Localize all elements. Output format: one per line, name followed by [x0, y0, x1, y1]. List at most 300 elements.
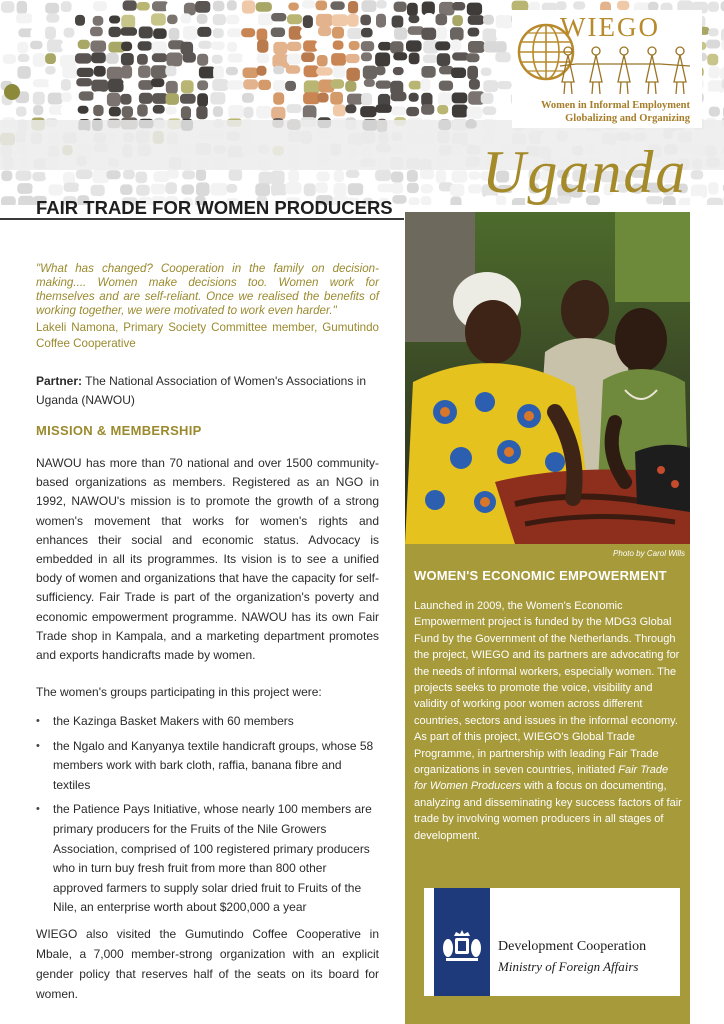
mosaic-tile: [151, 184, 166, 195]
mosaic-tile: [453, 80, 467, 89]
mosaic-tile: [333, 66, 346, 78]
mosaic-tile: [47, 40, 63, 53]
mosaic-tile: [212, 169, 226, 177]
mosaic-tile: [211, 183, 228, 196]
mosaic-tile: [79, 91, 94, 100]
dutch-emblem-bar: [434, 888, 490, 996]
mosaic-tile: [409, 81, 422, 90]
mosaic-tile: [452, 105, 468, 118]
mosaic-tile: [4, 26, 20, 36]
mosaic-tile: [167, 15, 177, 25]
mosaic-tile: [137, 54, 148, 65]
mosaic-tile: [61, 79, 71, 91]
mosaic-tile: [394, 2, 407, 12]
mosaic-tile: [708, 28, 719, 36]
mosaic-tile: [317, 55, 328, 67]
mosaic-tile: [318, 26, 331, 36]
mosaic-tile: [259, 94, 275, 106]
mosaic-tile: [17, 183, 33, 194]
mosaic-tile: [286, 104, 301, 113]
mosaic-tile: [213, 28, 224, 38]
mosaic-tile: [61, 42, 72, 50]
mosaic-tile: [107, 93, 121, 107]
women-weaving-photo: [405, 212, 690, 544]
mosaic-tile: [77, 68, 94, 77]
mosaic-tile: [436, 170, 446, 184]
mosaic-tile: [469, 79, 480, 90]
mosaic-tile: [181, 185, 194, 195]
mosaic-tile: [228, 105, 244, 118]
mosaic-tile: [138, 41, 152, 50]
mosaic-tile: [361, 52, 372, 61]
mosaic-tile: [181, 13, 192, 23]
mosaic-tile: [391, 172, 403, 183]
mosaic-tile: [151, 13, 166, 25]
sponsor-line2: Ministry of Foreign Affairs: [498, 959, 639, 974]
mosaic-tile: [421, 196, 432, 205]
women-figures-icon: [558, 44, 694, 96]
mosaic-tile: [452, 93, 468, 104]
mosaic-tile: [197, 27, 211, 37]
mosaic-tile: [212, 79, 228, 91]
mosaic-tile: [391, 92, 407, 102]
mosaic-tile: [360, 15, 371, 26]
mosaic-tile: [228, 53, 244, 62]
mosaic-tile: [271, 171, 285, 185]
mosaic-tile: [121, 65, 132, 78]
mosaic-tile: [690, 196, 704, 205]
mosaic-tile: [330, 92, 343, 105]
mosaic-tile: [317, 93, 328, 103]
mosaic-tile: [331, 53, 346, 66]
sponsor-logo: [424, 888, 680, 996]
mosaic-tile: [169, 28, 180, 40]
mosaic-tile: [152, 53, 168, 62]
mosaic-tile: [348, 1, 358, 14]
mosaic-tile: [1, 1, 14, 12]
mosaic-tile: [122, 106, 133, 117]
mosaic-tile: [78, 40, 90, 49]
mosaic-tile: [17, 42, 28, 54]
mosaic-tile: [287, 14, 302, 24]
mosaic-tile: [153, 28, 167, 39]
mosaic-tile: [75, 15, 85, 26]
mosaic-tile: [497, 105, 508, 115]
mosaic-tile: [617, 1, 629, 10]
testimonial-quote: "What has changed? Cooperation in the family on decision-making.... Women make decisions too. Women work for themselves and are self-reliant. Once we realised the benefits of working together, we were motivated to work even harder.": [36, 262, 379, 318]
mosaic-tile: [468, 41, 485, 53]
mosaic-tile: [33, 53, 46, 67]
mosaic-tile: [3, 41, 19, 55]
mosaic-tile: [109, 107, 121, 117]
mosaic-tile: [227, 28, 242, 37]
mosaic-tile: [273, 42, 287, 55]
mosaic-tile: [707, 198, 723, 205]
mosaic-tile: [61, 1, 72, 12]
mosaic-tile: [61, 92, 71, 102]
mosaic-tile: [91, 185, 105, 196]
mosaic-tile: [109, 27, 122, 37]
mosaic-tile: [256, 106, 272, 119]
mosaic-tile: [450, 184, 464, 197]
mosaic-tile: [450, 27, 464, 40]
mosaic-tile: [421, 104, 434, 115]
mosaic-tile: [91, 52, 106, 63]
mosaic-tile: [167, 53, 183, 67]
photo-credit: Photo by Carol Wills: [613, 549, 685, 558]
mosaic-tile: [93, 105, 103, 116]
mosaic-tile: [90, 27, 103, 37]
mosaic-tile: [452, 2, 465, 11]
mosaic-tile: [151, 65, 168, 78]
mosaic-tile: [64, 28, 75, 38]
mosaic-tile: [420, 169, 434, 179]
mosaic-tile: [0, 66, 16, 78]
mosaic-tile: [289, 26, 302, 40]
mosaic-tile: [151, 78, 165, 87]
mosaic-tile: [349, 41, 360, 50]
mosaic-tile: [421, 28, 436, 40]
mosaic-tile: [273, 66, 284, 75]
mosaic-tile: [242, 170, 253, 183]
mosaic-tile: [391, 106, 406, 115]
photo-illustration: [405, 212, 690, 544]
mosaic-tile: [334, 170, 344, 182]
mosaic-tile: [407, 183, 419, 193]
mosaic-tile: [258, 80, 271, 90]
mosaic-tile: [242, 0, 255, 13]
mosaic-tile: [421, 184, 433, 193]
mosaic-tile: [708, 80, 724, 93]
mosaic-tile: [438, 92, 453, 106]
mosaic-tile: [90, 41, 106, 52]
mosaic-tile: [706, 40, 720, 49]
mosaic-tile: [1, 196, 16, 205]
mosaic-tile: [45, 27, 56, 40]
mosaic-tile: [106, 53, 119, 64]
mosaic-tile: [495, 52, 511, 62]
mosaic-tile: [229, 169, 243, 181]
mosaic-tile: [93, 16, 104, 26]
mosaic-tile: [166, 170, 179, 179]
mosaic-tile: [18, 54, 30, 62]
mosaic-tile: [467, 3, 482, 16]
mosaic-tile: [467, 107, 483, 119]
mosaic-tile: [210, 92, 225, 104]
mosaic-tile: [199, 67, 216, 79]
mosaic-tile: [123, 80, 137, 88]
mosaic-tile: [17, 66, 30, 79]
mosaic-tile: [361, 93, 372, 106]
mosaic-tile: [244, 107, 254, 118]
mosaic-tile: [333, 41, 344, 50]
mosaic-tile: [32, 185, 45, 197]
mosaic-tile: [393, 67, 404, 75]
mosaic-tile: [166, 106, 177, 114]
mosaic-accent-dot: [4, 84, 20, 100]
mosaic-tile: [390, 41, 403, 53]
mosaic-tile: [285, 182, 301, 194]
mosaic-tile: [182, 68, 195, 82]
mosaic-tile: [227, 42, 237, 52]
mosaic-tile: [181, 106, 191, 119]
mosaic-tile: [213, 1, 225, 11]
quote-attribution: Lakeli Namona, Primary Society Committee member, Gumutindo Coffee Cooperative: [36, 321, 379, 350]
mosaic-tile: [709, 107, 720, 117]
mosaic-tile: [379, 27, 389, 36]
empowerment-body-text: Launched in 2009, the Women's Economic Empowerment project is funded by the MDG3 Global Fund by the Government of the Netherlands. Through the project, WIEGO and its partners are advocating for the needs of informal workers, especially women. The projects seeks to promote the voice, visibility and validity of working poor women across different countries, sectors and issues in the informal economy. As part of this project, WIEGO's Global Trade Programme, in partnership with leading Fair Trade organizations in seven countries, initiated: [414, 600, 680, 777]
mosaic-tile: [105, 185, 121, 198]
mosaic-tile: [392, 16, 404, 28]
list-item: • the Ngalo and Kanyanya textile handicraft groups, whose 58 members work with bark cloth, raffia, banana fibre and textiles: [36, 737, 379, 796]
mosaic-tile: [213, 66, 224, 80]
mosaic-tile: [468, 15, 485, 25]
mosaic-tile: [137, 104, 148, 116]
mosaic-tile: [316, 14, 333, 27]
mosaic-tile: [197, 93, 208, 107]
mosaic-tile: [315, 42, 326, 51]
mosaic-tile: [198, 41, 211, 49]
mosaic-tile: [377, 184, 393, 193]
mosaic-tile: [376, 14, 386, 28]
mosaic-tile: [409, 93, 419, 102]
mosaic-tile: [288, 170, 299, 183]
mosaic-tile: [33, 105, 43, 115]
mosaic-tile: [121, 53, 134, 65]
partner-text: The National Association of Women's Associations in Uganda (NAWOU): [36, 374, 367, 407]
mosaic-tile: [480, 54, 492, 65]
logo-tagline-line2: Globalizing and Organizing: [565, 113, 690, 124]
mosaic-tile: [76, 26, 91, 36]
mosaic-tile: [451, 68, 466, 79]
mosaic-tile: [180, 94, 196, 104]
empowerment-heading: WOMEN'S ECONOMIC EMPOWERMENT: [414, 568, 667, 583]
mosaic-tile: [332, 14, 348, 26]
mosaic-tile: [108, 79, 124, 93]
mosaic-tile: [376, 81, 392, 89]
mosaic-tile: [197, 54, 208, 66]
mosaic-tile: [64, 183, 80, 192]
mosaic-tile: [439, 2, 455, 16]
mosaic-tile: [46, 14, 59, 23]
mosaic-tile: [16, 170, 32, 180]
mosaic-tile: [496, 15, 513, 28]
mosaic-tile: [45, 3, 59, 14]
mosaic-tile: [315, 182, 328, 193]
mosaic-tile: [93, 1, 107, 11]
mosaic-tile: [136, 172, 148, 184]
mosaic-tile: [360, 106, 376, 117]
mosaic-tile: [271, 28, 285, 38]
mosaic-tile: [285, 81, 296, 91]
mosaic-tile: [691, 170, 704, 179]
mosaic-tile: [407, 3, 418, 16]
title-underline: [0, 218, 404, 220]
mosaic-tile: [17, 79, 28, 88]
mosaic-tile: [48, 93, 63, 105]
mosaic-tile: [229, 92, 239, 100]
mosaic-tile: [120, 27, 137, 36]
mosaic-tile: [166, 2, 179, 13]
mosaic-tile: [481, 68, 492, 76]
mosaic-tile: [452, 170, 468, 182]
mosaic-tile: [361, 0, 376, 12]
mosaic-tile: [212, 55, 223, 64]
mosaic-tile: [241, 40, 252, 49]
mosaic-tile: [497, 1, 512, 10]
mosaic-tile: [17, 1, 28, 14]
mosaic-tile: [120, 94, 131, 105]
mosaic-tile: [345, 54, 359, 63]
mosaic-tile: [393, 52, 407, 60]
mosaic-tile: [166, 93, 180, 105]
mosaic-tile: [166, 81, 178, 94]
mosaic-tile: [121, 15, 135, 28]
mosaic-tile: [271, 13, 286, 21]
mosaic-tile: [139, 27, 153, 39]
mosaic-tile: [467, 66, 478, 80]
mosaic-tile: [226, 15, 239, 24]
empowerment-body-end: with a focus on documenting, analyzing and disseminating key success factors of fair trade by involving women producers in all stages of development.: [414, 780, 682, 842]
mosaic-tile: [196, 169, 206, 181]
mosaic-tile: [706, 92, 722, 102]
mosaic-tile: [300, 171, 315, 182]
mosaic-tile: [257, 54, 270, 64]
mosaic-tile: [363, 184, 379, 198]
mission-body: NAWOU has more than 70 national and over 1500 community-based organizations as members. Registered as an NGO in 1992, NAWOU's mission is to promote the growth of a strong women's movement that works for women's rights and enhances their social and economic status. Advocacy is embedded in all its programmes. Its vision is to see a unified body of women and organizations that have the capacity for self-sufficiency. Fair Trade is part of the organization's poverty and economic empowerment programme. NAWOU has its own Fair Trade shop in Kampala, and a marketing department promotes and exports handicrafts made by women.: [36, 456, 379, 663]
mosaic-tile: [421, 66, 435, 78]
partner-statement: [36, 372, 379, 410]
mosaic-tile: [483, 29, 498, 43]
logo-tagline-line1: Women in Informal Employment: [540, 100, 690, 111]
mosaic-tile: [273, 80, 286, 92]
mosaic-tile: [409, 15, 420, 23]
mosaic-tile: [708, 182, 718, 195]
mosaic-tile: [62, 65, 77, 78]
mosaic-tile: [273, 1, 288, 14]
mosaic-tile: [227, 80, 244, 89]
mosaic-tile: [32, 172, 46, 181]
mosaic-tile: [469, 172, 481, 180]
mosaic-tile: [394, 27, 407, 39]
mosaic-tile: [241, 28, 255, 37]
mosaic-tile: [708, 2, 719, 12]
mosaic-tile: [33, 79, 50, 87]
mosaic-tile: [361, 41, 374, 51]
wiego-logo: [512, 10, 702, 128]
mosaic-tile: [495, 41, 506, 53]
mosaic-tile: [91, 80, 108, 92]
mosaic-tile: [257, 29, 268, 42]
mosaic-tile: [484, 2, 494, 12]
mosaic-tile: [241, 184, 253, 194]
mosaic-tile: [303, 15, 313, 28]
mosaic-tile: [213, 14, 226, 25]
mosaic-tile: [196, 106, 207, 119]
mosaic-tile: [78, 106, 89, 114]
mosaic-tile: [18, 196, 34, 205]
mosaic-tile: [481, 93, 494, 104]
mosaic-tile: [287, 42, 302, 51]
mosaic-tile: [45, 66, 56, 74]
mosaic-tile: [391, 183, 403, 194]
mosaic-tile: [32, 67, 48, 78]
mosaic-tile: [316, 1, 328, 11]
mosaic-tile: [334, 183, 347, 197]
mosaic-tile: [120, 184, 132, 195]
mosaic-tile: [364, 79, 375, 87]
mosaic-tile: [78, 183, 91, 192]
mosaic-tile: [497, 81, 511, 89]
mosaic-tile: [61, 105, 73, 115]
mosaic-tile: [226, 184, 237, 193]
mosaic-tile: [256, 2, 272, 12]
mosaic-tile: [556, 1, 567, 10]
mosaic-tile: [286, 65, 301, 74]
mosaic-tile: [304, 183, 316, 196]
mosaic-tile: [573, 1, 585, 9]
mosaic-tile: [436, 27, 447, 40]
mosaic-tile: [258, 13, 274, 25]
mosaic-tile: [497, 65, 508, 73]
mosaic-tile: [318, 105, 330, 117]
mosaic-tile: [467, 197, 477, 205]
mosaic-tile: [346, 68, 360, 81]
mosaic-tile: [30, 28, 43, 39]
mosaic-tile: [226, 67, 238, 75]
mosaic-tile: [45, 170, 59, 180]
mosaic-tile: [94, 66, 106, 77]
mosaic-tile: [709, 66, 720, 78]
mosaic-tile: [586, 1, 602, 10]
mosaic-tile: [93, 91, 104, 103]
empowerment-body: [414, 598, 682, 844]
mosaic-tile: [182, 171, 195, 180]
mosaic-tile: [243, 79, 258, 89]
mosaic-tile: [137, 2, 150, 11]
mosaic-tile: [138, 66, 151, 78]
mosaic-tile: [316, 172, 330, 182]
mosaic-tile: [406, 107, 419, 116]
mosaic-tile: [183, 26, 198, 40]
mosaic-tile: [483, 80, 498, 92]
mosaic-tile: [136, 185, 150, 196]
mosaic-tile: [316, 67, 333, 75]
mosaic-tile: [166, 182, 177, 194]
mosaic-tile: [75, 53, 92, 63]
mosaic-tile: [0, 106, 16, 119]
mosaic-tile: [16, 13, 32, 23]
mosaic-tile: [49, 184, 63, 195]
mosaic-tile: [375, 53, 390, 67]
mosaic-tile: [301, 52, 315, 62]
mosaic-tile: [496, 28, 506, 40]
mosaic-tile: [76, 78, 92, 86]
mosaic-tile: [436, 14, 448, 25]
mosaic-tile: [435, 41, 450, 50]
mosaic-tile: [109, 1, 120, 15]
mosaic-tile: [31, 2, 46, 11]
mosaic-tile: [405, 67, 416, 79]
project-title: Fair Trade for Women Producers: [414, 764, 669, 793]
mosaic-tile: [483, 106, 497, 115]
mosaic-tile: [197, 80, 208, 90]
mosaic-tile: [211, 42, 225, 50]
mosaic-tile: [406, 40, 422, 51]
country-title: Uganda: [482, 139, 688, 205]
logo-wordmark: WIEGO: [560, 12, 660, 42]
mosaic-tile: [331, 79, 345, 88]
